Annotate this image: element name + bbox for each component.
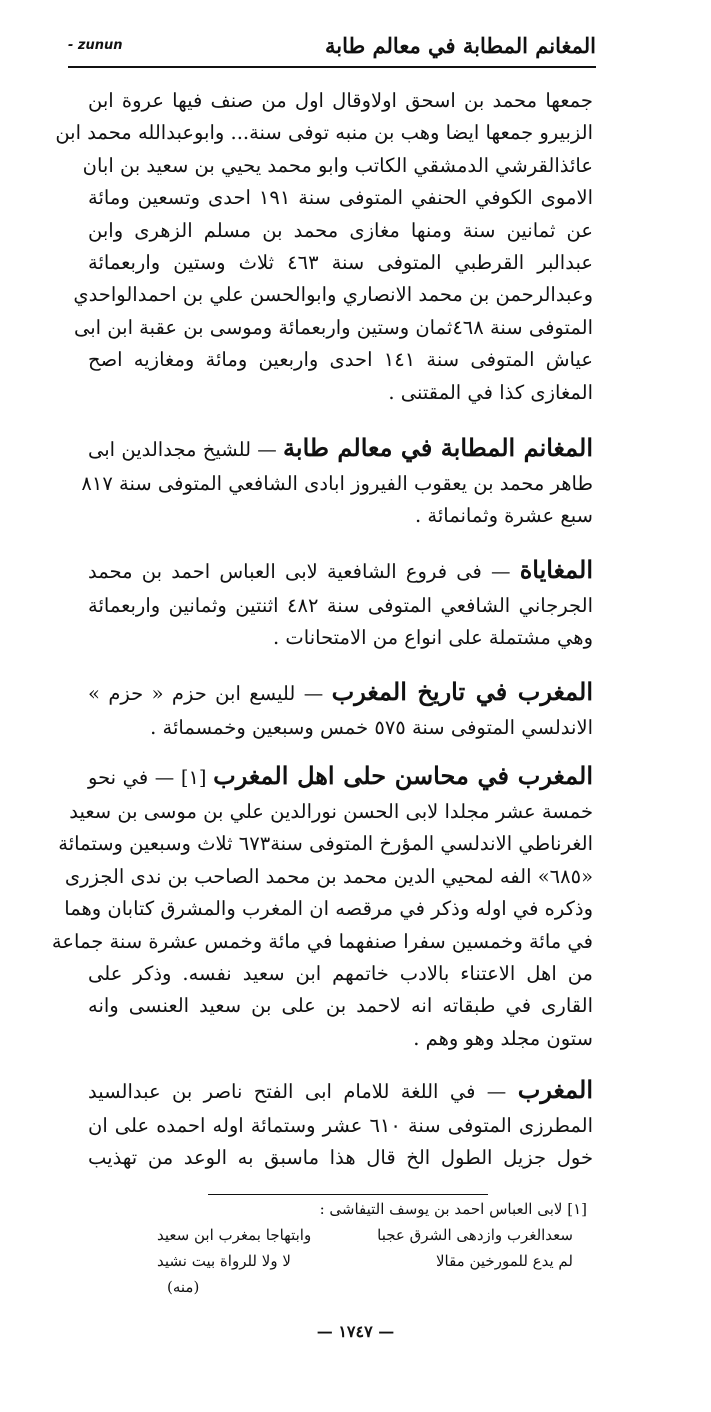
text-line: المغازى كذا في المقتنى . (388, 380, 593, 404)
entry-head-rest: [١] — في نحو (88, 766, 207, 789)
entry-head (88, 1070, 593, 1110)
text-line: ستون مجلد وهو وهم . (413, 1026, 593, 1050)
text-line: سبع عشرة وثمانمائة . (415, 504, 593, 528)
text-line: خول جزيل الطول الخ قال هذا ماسبق به الوعد من تهذيب (88, 1146, 593, 1170)
text-line: عياش المتوفى سنة ١٤١ احدى واربعين ومائة ومغازيه اصح (88, 348, 593, 372)
entry-head-rest: — فى فروع الشافعية لابى العباس احمد بن محمد (88, 560, 511, 583)
text-line: الغرناطي الاندلسي المؤرخ المتوفى سنة٦٧٣ ثلاث وسبعين وستمائة (58, 832, 593, 856)
text-line: عن ثمانين سنة ومنها مغازى محمد بن مسلم الزهرى وابن (88, 218, 593, 242)
entry-mughrib-mahasin (51, 756, 593, 1055)
entry-head-rest: — لليسع ابن حزم « حزم » (88, 682, 324, 705)
entry-head (88, 550, 593, 590)
text-line: «٦٨٥» الفه لمحيي الدين محمد بن محمد الصاحب بن ندى الجزرى (64, 864, 593, 888)
paragraph-continuation (55, 85, 593, 409)
entry-mughrib-lugha (88, 1070, 593, 1175)
entry-title: المغرب في محاسن حلى اهل المغرب (213, 761, 593, 790)
page-number: — ١٧٤٧ — (316, 1322, 395, 1341)
entry-head (88, 428, 593, 468)
verse-hemistich: لا ولا للرواة بيت نشيد (157, 1252, 291, 1270)
text-line: خمسة عشر مجلدا لابى الحسن نورالدين علي بن موسى بن سعيد (69, 800, 593, 823)
text-line: وعبدالرحمن بن محمد الانصاري وابوالحسن علي بن احمدالواحدي (73, 283, 593, 307)
verse-hemistich: سعدالغرب وازدهى الشرق عجبا (377, 1226, 573, 1244)
footnote (147, 1196, 587, 1300)
footnote-source-note: (منه) (167, 1278, 200, 1296)
entry-head (88, 672, 593, 712)
footnote-intro: [١] لابى العباس احمد بن يوسف التيفاشى : (319, 1200, 587, 1218)
entry-maghanim (81, 428, 593, 533)
running-header (68, 28, 596, 62)
entry-mughrib-tarikh (88, 672, 593, 744)
entry-title: المغرب (517, 1075, 593, 1104)
text-line: وذكره في اوله وذكر في مرقصه ان المغرب والمشرق كتابان وهما (64, 897, 593, 921)
text-line: المطرزى المتوفى سنة ٦١٠ عشر وستمائة اوله احمده على ان (88, 1114, 593, 1137)
footnote-rule (208, 1194, 488, 1195)
text-line: الاموى الكوفي الحنفي المتوفى سنة ١٩١ احدى وتسعين ومائة (88, 186, 593, 210)
text-line: عائذالقرشي الدمشقي الكاتب وابو محمد يحيي بن سعيد بن ابان (82, 153, 593, 177)
text-line: المتوفى سنة ٤٦٨ثمان وستين واربعمائة وموسى بن عقبة ابن ابى (74, 315, 593, 339)
entry-title: المغرب في تاريخ المغرب (331, 677, 593, 706)
footnote-verse (147, 1222, 587, 1248)
text-line: في مائة وخمسين سفرا صنفهما في مائة وخمس عشرة سنة جماعة (51, 929, 593, 953)
running-title: المغانم المطابة في معالم طابة (325, 32, 596, 58)
text-line: من اهل الاعتناء بالادب خاتمهم ابن سعيد نفسه. وذكر على (88, 961, 593, 985)
text-line: طاهر محمد بن يعقوب الفيروز ابادى الشافعي المتوفى سنة ٨١٧ (81, 472, 593, 495)
text-line: الجرجاني الشافعي المتوفى سنة ٤٨٢ اثنتين وثمانين واربعمائة (88, 594, 593, 617)
text-line: وهي مشتملة على انواع من الامتحانات . (273, 626, 593, 650)
entry-head-rest: — للشيخ مجدالدين ابى (88, 438, 277, 461)
entry-title: المغانم المطابة في معالم طابة (283, 433, 593, 462)
text-line: عبدالبر القرطبي المتوفى سنة ٤٦٣ ثلاث وستين واربعمائة (88, 250, 593, 274)
footnote-verse (147, 1248, 587, 1274)
text-line: الاندلسي المتوفى سنة ٥٧٥ خمس وسبعين وخمسمائة . (150, 716, 593, 739)
text-line: جمعها محمد بن اسحق اولاوقال اول من صنف فيها عروة ابن (88, 89, 593, 112)
entry-head-rest: — في اللغة للامام ابى الفتح ناصر بن عبدالسيد (88, 1080, 507, 1103)
verse-hemistich: وابتهاجا بمغرب ابن سعيد (157, 1226, 312, 1244)
text-line: القارى في طبقاته انه لاحمد بن على بن سعيد العنسى وانه (88, 994, 593, 1018)
entry-mughayat (88, 550, 593, 655)
header-rule (68, 66, 596, 68)
entry-title: المغاياة (519, 555, 593, 584)
header-code: - zunun (68, 37, 123, 53)
verse-hemistich: لم يدع للمورخين مقالا (435, 1252, 573, 1270)
text-line: الزبيرو جمعها ايضا وهب بن منبه توفى سنة... وابوعبدالله محمد ابن (55, 121, 593, 145)
entry-head (88, 756, 593, 796)
